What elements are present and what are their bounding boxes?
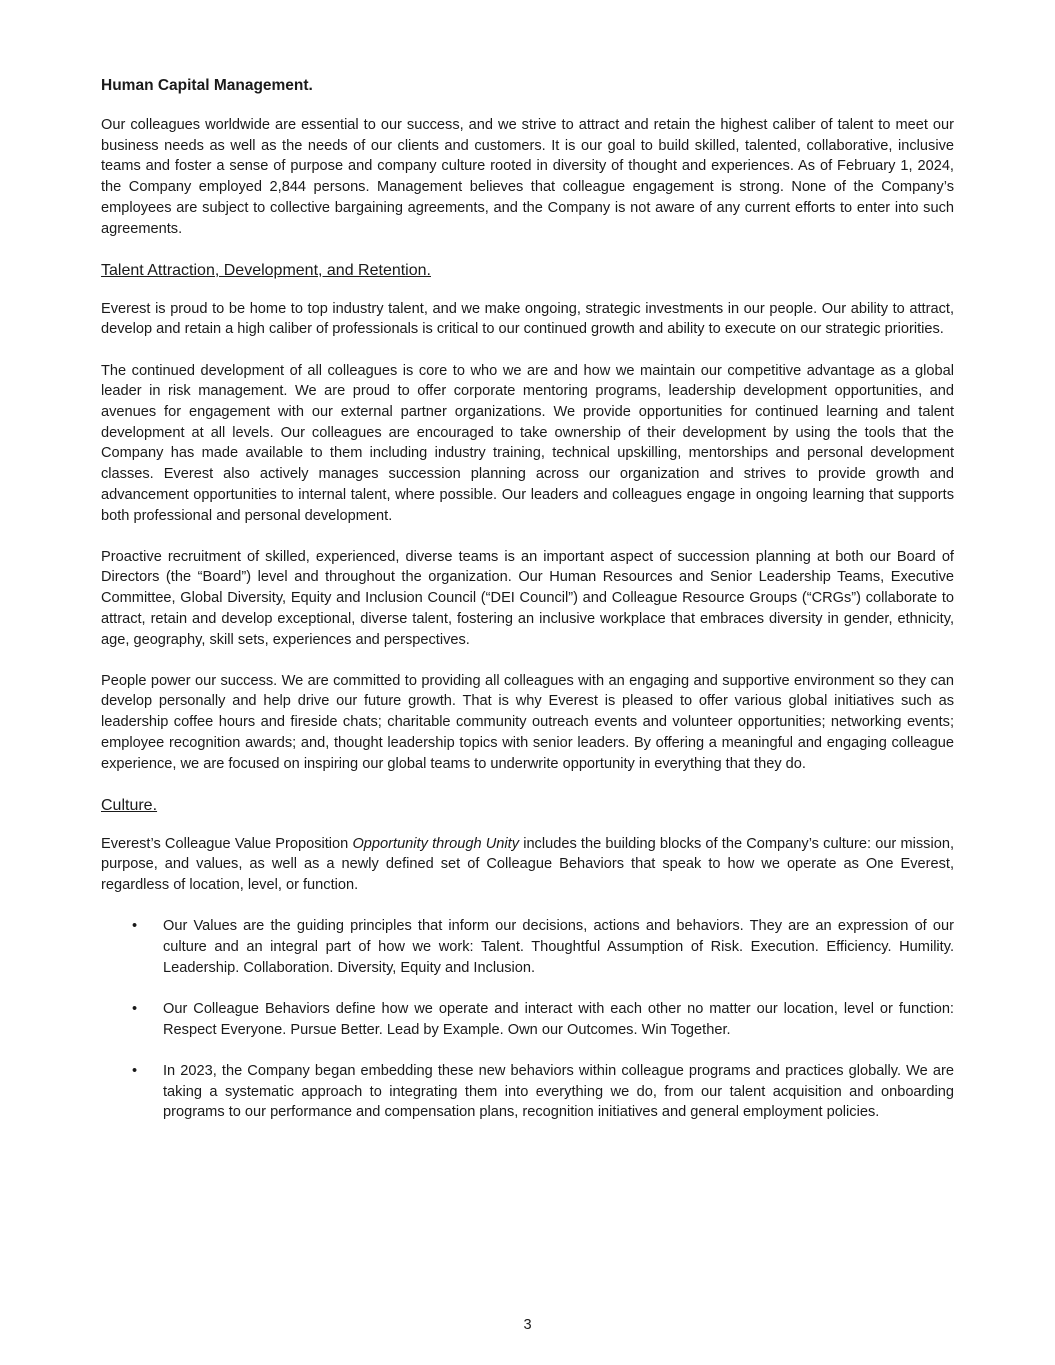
talent-paragraph-2: The continued development of all colleagues is core to who we are and how we maintain our competitive advantage as a global leader in risk management. We are proud to offer corporate mentoring programs, leadership development opportunities, and avenues for engagement with our external partner organizations. We provide opportunities for continued learning and talent development at all levels. Our colleagues are encouraged to take ownership of their development by using the tools that the Company has made available to them including industry training, technical upskilling, mentorships and personal development classes. Everest also actively manages succession planning across our organization and strives to provide growth and advancement opportunities to internal talent, where possible. Our leaders and colleagues engage in ongoing learning that supports both professional and personal development. (101, 362, 954, 524)
culture-text-after: includes the building blocks of the Company’s culture: our mission, purpose, and values, as well as a newly defined set of Colleague Behaviors that speak to how we operate as One Everest, regardless of location, level, or function. (101, 835, 955, 894)
talent-heading-text: Talent Attraction, Development, and Retention. (101, 261, 431, 279)
section-title: Human Capital Management. (101, 77, 313, 94)
bullet-icon: • (132, 918, 138, 935)
list-item (101, 916, 954, 978)
culture-value-proposition: Opportunity through Unity (352, 835, 520, 852)
talent-heading (101, 260, 954, 282)
intro-paragraph: Our colleagues worldwide are essential to our success, and we strive to attract and retain the highest caliber of talent to meet our business needs as well as the needs of our clients and customers. It is our goal to build skilled, talented, collaborative, inclusive teams and foster a sense of purpose and company culture rooted in diversity of thought and experiences. As of February 1, 2024, the Company employed 2,844 persons. Management believes that colleague engagement is strong. None of the Company’s employees are subject to collective bargaining agreements, and the Company is not aware of any current efforts to enter into such agreements. (101, 117, 954, 237)
talent-paragraph-1: Everest is proud to be home to top industry talent, and we make ongoing, strategic investments in our people. Our ability to attract, develop and retain a high caliber of professionals is critical to our continued growth and ability to execute on our strategic priorities. (101, 300, 954, 338)
culture-heading (101, 795, 954, 817)
culture-paragraph (101, 834, 954, 896)
bullet-icon: • (132, 1062, 138, 1079)
talent-paragraph-3: Proactive recruitment of skilled, experienced, diverse teams is an important aspect of succession planning at both our Board of Directors (the “Board”) level and throughout the organization. Our Human Resources and Senior Leadership Teams, Executive Committee, Global Diversity, Equity and Inclusion Council (“DEI Council”) and Colleague Resource Groups (“CRGs”) collaborate to attract, retain and develop exceptional, diverse talent, fostering an inclusive workplace that embraces diversity in gender, ethnicity, age, geography, skill sets, experiences and perspectives. (101, 548, 954, 648)
bullet-text: Our Colleague Behaviors define how we operate and interact with each other no matter our location, level or function: Respect Everyone. Pursue Better. Lead by Example. Own our Outcomes. Win Together. (163, 1001, 954, 1038)
culture-bullet-list (101, 916, 954, 1123)
list-item (101, 999, 954, 1040)
page-number: 3 (523, 1317, 532, 1333)
talent-paragraph-4: People power our success. We are committed to providing all colleagues with an engaging and supportive environment so they can develop personally and help drive our future growth. That is why Everest is pleased to offer various global initiatives such as leadership coffee hours and fireside chats; charitable community outreach events and volunteer opportunities; networking events; employee recognition awards; and, thought leadership topics with senior leaders. By offering a meaningful and engaging colleague experience, we are focused on inspiring our global teams to underwrite opportunity in everything that they do. (101, 672, 954, 772)
culture-heading-text: Culture. (101, 796, 158, 814)
document-page (101, 76, 954, 1144)
bullet-icon: • (132, 1001, 138, 1017)
culture-text-before: Everest’s Colleague Value Proposition (101, 835, 353, 852)
bullet-text: Our Values are the guiding principles that inform our decisions, actions and behaviors. They are an expression of our culture and an integral part of how we work: Talent. Thoughtful Assumption of Risk. Execution. Efficiency. Humility. Leadership. Collaboration. Diversity, Equity and Inclusion. (163, 918, 954, 976)
list-item (101, 1061, 954, 1123)
bullet-text: In 2023, the Company began embedding these new behaviors within colleague programs and practices globally. We are taking a systematic approach to integrating them into everything we do, from our talent acquisition and onboarding programs to our performance and compensation plans, recognition initiatives and general employment policies. (163, 1062, 954, 1121)
